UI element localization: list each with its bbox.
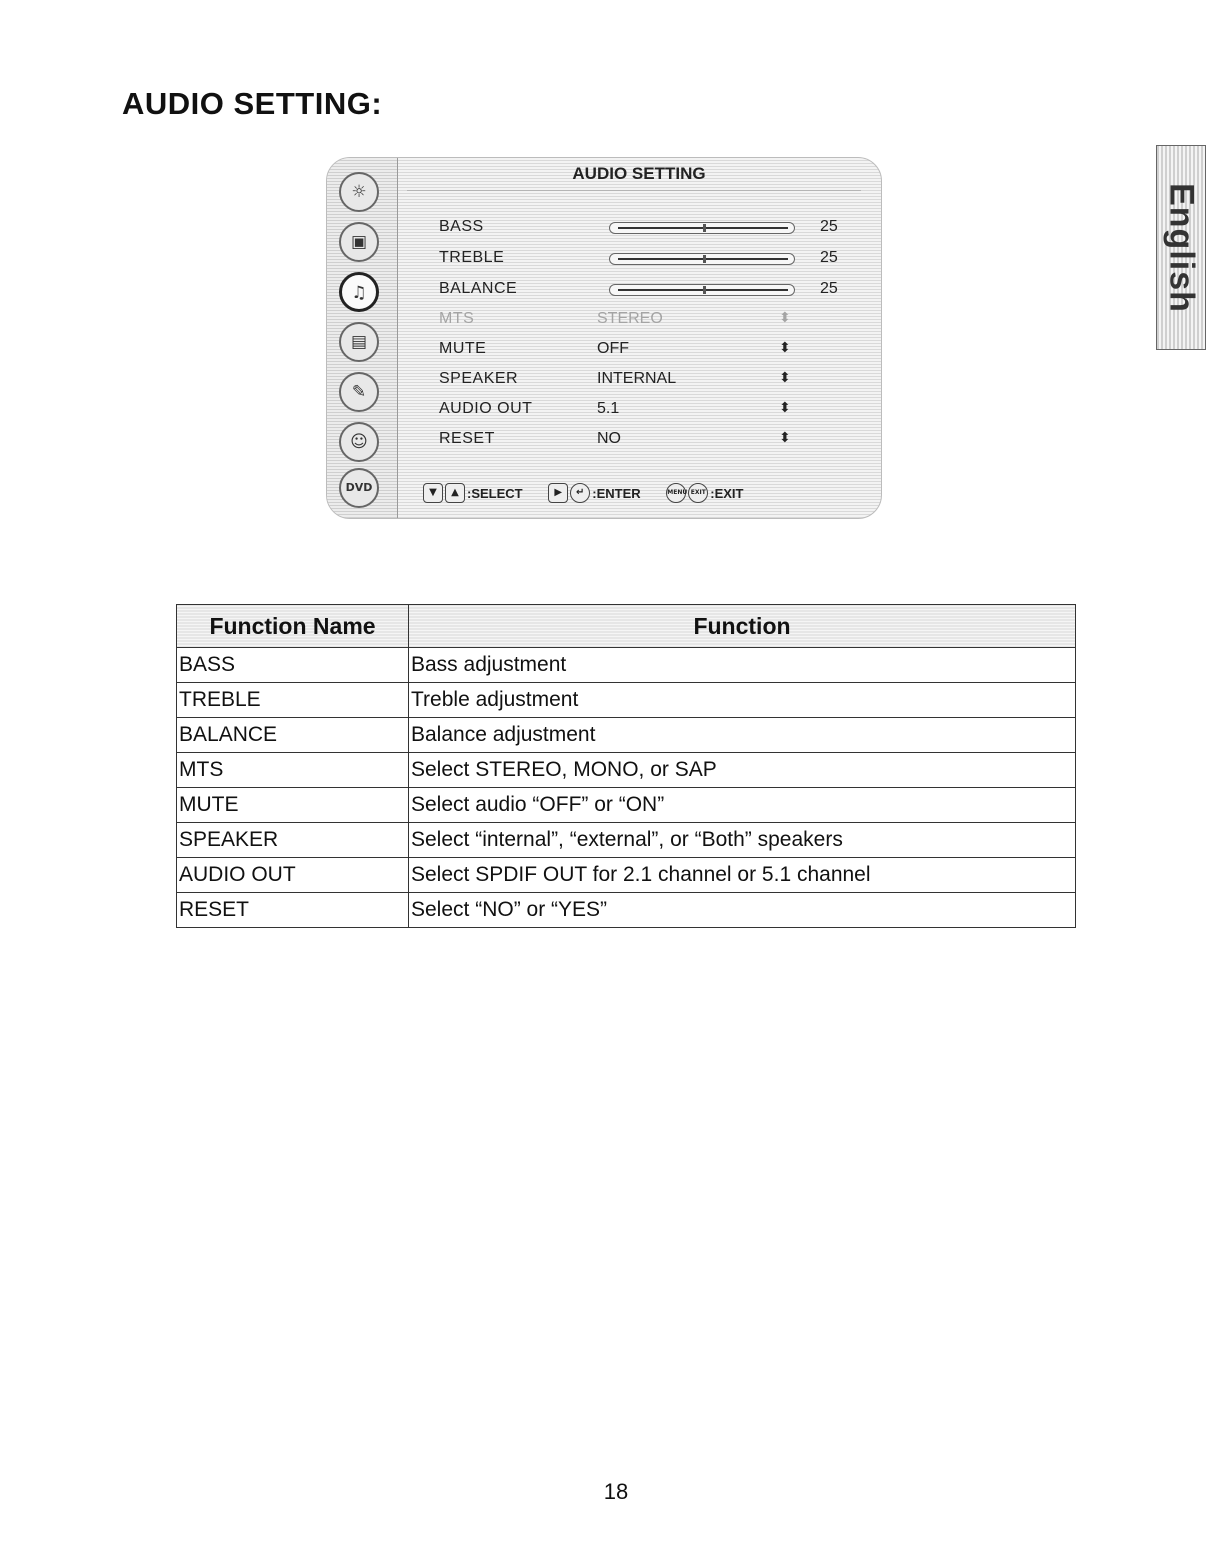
language-tab — [1156, 145, 1206, 350]
osd-row-label: BALANCE — [439, 280, 518, 297]
osd-footer — [423, 483, 766, 503]
function-name-cell: BASS — [177, 648, 409, 683]
table-row — [177, 858, 1076, 893]
function-description-cell: Select “NO” or “YES” — [409, 893, 1076, 928]
slider-knob[interactable] — [703, 224, 706, 232]
osd-option-row[interactable] — [439, 400, 859, 422]
enter-icon: ↵ — [570, 483, 590, 503]
osd-sidebar — [327, 158, 398, 518]
osd-row-label: AUDIO OUT — [439, 400, 533, 417]
osd-slider-row[interactable] — [439, 218, 859, 240]
up-down-arrow-icon[interactable]: ⬍ — [779, 339, 791, 355]
function-description-cell: Balance adjustment — [409, 718, 1076, 753]
up-arrow-icon: ▲ — [445, 483, 465, 503]
footer-exit-label: :EXIT — [710, 485, 744, 501]
osd-menu-screenshot — [326, 157, 882, 519]
header-function-name: Function Name — [177, 605, 409, 648]
up-down-arrow-icon[interactable]: ⬍ — [779, 369, 791, 385]
osd-row-value: 5.1 — [597, 400, 620, 417]
function-description-cell: Bass adjustment — [409, 648, 1076, 683]
tv-icon[interactable]: ▤ — [339, 322, 379, 362]
header-function: Function — [409, 605, 1076, 648]
osd-slider-row[interactable] — [439, 280, 859, 302]
up-down-arrow-icon[interactable]: ⬍ — [779, 429, 791, 445]
down-arrow-icon: ▼ — [423, 483, 443, 503]
up-down-arrow-icon[interactable]: ⬍ — [779, 309, 791, 325]
table-row — [177, 753, 1076, 788]
osd-option-row[interactable] — [439, 370, 859, 392]
osd-slider[interactable] — [609, 222, 795, 234]
table-row — [177, 718, 1076, 753]
osd-slider-row[interactable] — [439, 249, 859, 271]
slider-knob[interactable] — [703, 255, 706, 263]
function-name-cell: AUDIO OUT — [177, 858, 409, 893]
osd-row-value: 25 — [820, 218, 838, 235]
osd-row-label: MUTE — [439, 340, 487, 357]
setup-icon[interactable]: ✎ — [339, 372, 379, 412]
page-heading: AUDIO SETTING: — [122, 86, 383, 121]
function-name-cell: TREBLE — [177, 683, 409, 718]
footer-select-label: :SELECT — [467, 485, 523, 501]
footer-enter-label: :ENTER — [592, 485, 641, 501]
function-name-cell: SPEAKER — [177, 823, 409, 858]
audio-icon[interactable]: ♫ — [339, 272, 379, 312]
up-down-arrow-icon[interactable]: ⬍ — [779, 399, 791, 415]
parental-icon[interactable]: ☺ — [339, 422, 379, 462]
table-header-row — [177, 605, 1076, 648]
right-arrow-icon: ▶ — [548, 483, 568, 503]
function-name-cell: RESET — [177, 893, 409, 928]
osd-slider[interactable] — [609, 253, 795, 265]
table-row — [177, 893, 1076, 928]
osd-row-value: 25 — [820, 249, 838, 266]
osd-slider[interactable] — [609, 284, 795, 296]
osd-row-label: RESET — [439, 430, 495, 447]
table-row — [177, 648, 1076, 683]
osd-row-value: INTERNAL — [597, 370, 677, 387]
function-name-cell: MTS — [177, 753, 409, 788]
function-description-cell: Select “internal”, “external”, or “Both” speakers — [409, 823, 1076, 858]
slider-knob[interactable] — [703, 286, 706, 294]
osd-row-value: STEREO — [597, 310, 663, 327]
dvd-icon[interactable]: DVD — [339, 468, 379, 508]
osd-option-row[interactable] — [439, 430, 859, 452]
function-description-cell: Select SPDIF OUT for 2.1 channel or 5.1 channel — [409, 858, 1076, 893]
osd-row-label: SPEAKER — [439, 370, 519, 387]
osd-title-divider — [407, 190, 861, 191]
table-row — [177, 823, 1076, 858]
function-description-cell: Select STEREO, MONO, or SAP — [409, 753, 1076, 788]
screen-icon[interactable]: ▣ — [339, 222, 379, 262]
osd-row-value: NO — [597, 430, 621, 447]
menu-button-icon: MENU — [666, 483, 686, 503]
picture-settings-icon[interactable]: ☼ — [339, 172, 379, 212]
osd-option-row[interactable] — [439, 340, 859, 362]
function-table — [176, 604, 1076, 928]
language-tab-label: English — [1162, 182, 1201, 313]
page-number: 18 — [603, 1479, 629, 1504]
table-row — [177, 683, 1076, 718]
function-description-cell: Treble adjustment — [409, 683, 1076, 718]
osd-row-label: BASS — [439, 218, 484, 235]
exit-button-icon: EXIT — [688, 483, 708, 503]
osd-option-row — [439, 310, 859, 332]
osd-row-label: TREBLE — [439, 249, 505, 266]
function-description-cell: Select audio “OFF” or “ON” — [409, 788, 1076, 823]
function-name-cell: BALANCE — [177, 718, 409, 753]
osd-title: AUDIO SETTING — [572, 164, 706, 183]
osd-row-value: 25 — [820, 280, 838, 297]
osd-row-label: MTS — [439, 310, 475, 327]
table-row — [177, 788, 1076, 823]
function-name-cell: MUTE — [177, 788, 409, 823]
osd-row-value: OFF — [597, 340, 629, 357]
